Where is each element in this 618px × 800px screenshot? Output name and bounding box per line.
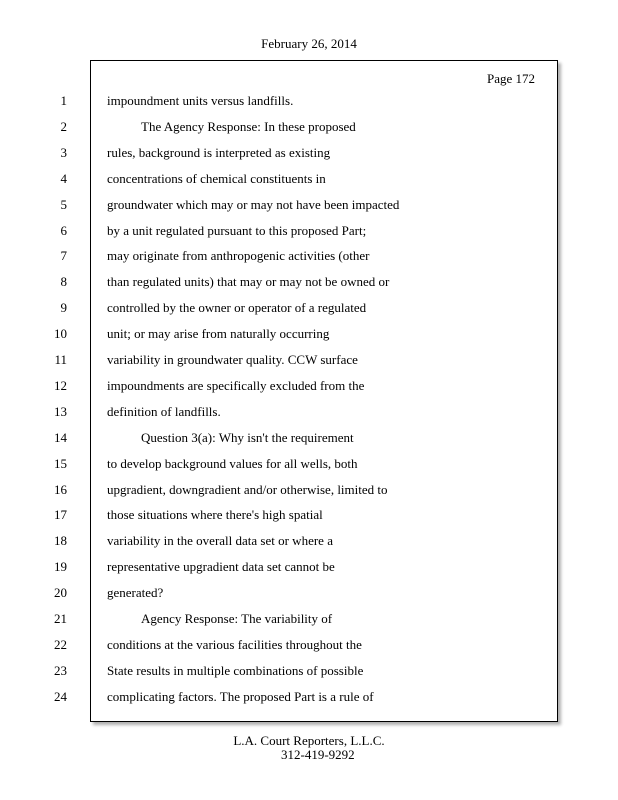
line-text: than regulated units) that may or may not be owned or (107, 274, 390, 290)
line-text: impoundments are specifically excluded from the (107, 377, 365, 393)
line-number: 16 (54, 481, 67, 497)
line-text: to develop background values for all wells, both (107, 455, 358, 471)
line-text: The Agency Response: In these proposed (141, 118, 356, 134)
line-text: unit; or may arise from naturally occurring (107, 326, 330, 342)
line-text: conditions at the various facilities throughout the (107, 636, 362, 652)
line-text: may originate from anthropogenic activities (other (107, 248, 370, 264)
transcript-date: February 26, 2014 (261, 36, 357, 51)
line-number: 24 (54, 688, 67, 704)
line-text: complicating factors. The proposed Part is a rule of (107, 688, 374, 704)
line-number: 23 (54, 662, 67, 678)
page-number: Page 172 (486, 71, 535, 86)
line-text: variability in the overall data set or where a (107, 533, 333, 549)
line-text: definition of landfills. (107, 403, 221, 419)
line-text: variability in groundwater quality. CCW surface (107, 352, 358, 367)
line-number: 9 (60, 300, 67, 316)
line-number: 7 (60, 248, 67, 264)
reporter-phone: 312-419-9292 (281, 747, 355, 762)
line-number: 19 (54, 559, 67, 575)
line-number: 1 (60, 93, 67, 108)
line-number: 17 (54, 507, 67, 523)
line-text: groundwater which may or may not have been impacted (107, 196, 400, 212)
line-number: 20 (54, 585, 67, 601)
line-number: 8 (60, 274, 67, 290)
line-text: generated? (107, 585, 164, 601)
line-number: 18 (54, 533, 67, 549)
line-number: 4 (60, 170, 67, 186)
reporter-company: L.A. Court Reporters, L.L.C. (233, 733, 385, 748)
line-number: 22 (54, 636, 67, 652)
line-text: upgradient, downgradient and/or otherwise, limited to (107, 481, 388, 497)
line-text: by a unit regulated pursuant to this proposed Part; (107, 222, 367, 238)
line-text: those situations where there's high spatial (107, 507, 323, 523)
line-number: 6 (60, 222, 67, 238)
line-number: 13 (54, 403, 67, 419)
line-number: 2 (60, 118, 67, 134)
line-number: 14 (54, 429, 67, 445)
line-text: concentrations of chemical constituents in (107, 170, 326, 186)
line-text: State results in multiple combinations of possible (107, 662, 364, 678)
line-number: 3 (60, 144, 67, 160)
line-number: 10 (54, 326, 67, 342)
line-text: Agency Response: The variability of (141, 611, 333, 626)
line-number: 5 (60, 196, 67, 212)
line-text: controlled by the owner or operator of a regulated (107, 300, 367, 316)
line-text: rules, background is interpreted as existing (107, 144, 331, 160)
line-number: 12 (54, 377, 67, 393)
line-number: 15 (54, 455, 67, 471)
line-number: 11 (54, 352, 67, 367)
line-number: 21 (54, 611, 67, 626)
transcript-page (54, 60, 558, 722)
line-text: Question 3(a): Why isn't the requirement (141, 429, 354, 445)
line-text: impoundment units versus landfills. (107, 93, 294, 108)
line-text: representative upgradient data set cannot be (107, 559, 335, 575)
